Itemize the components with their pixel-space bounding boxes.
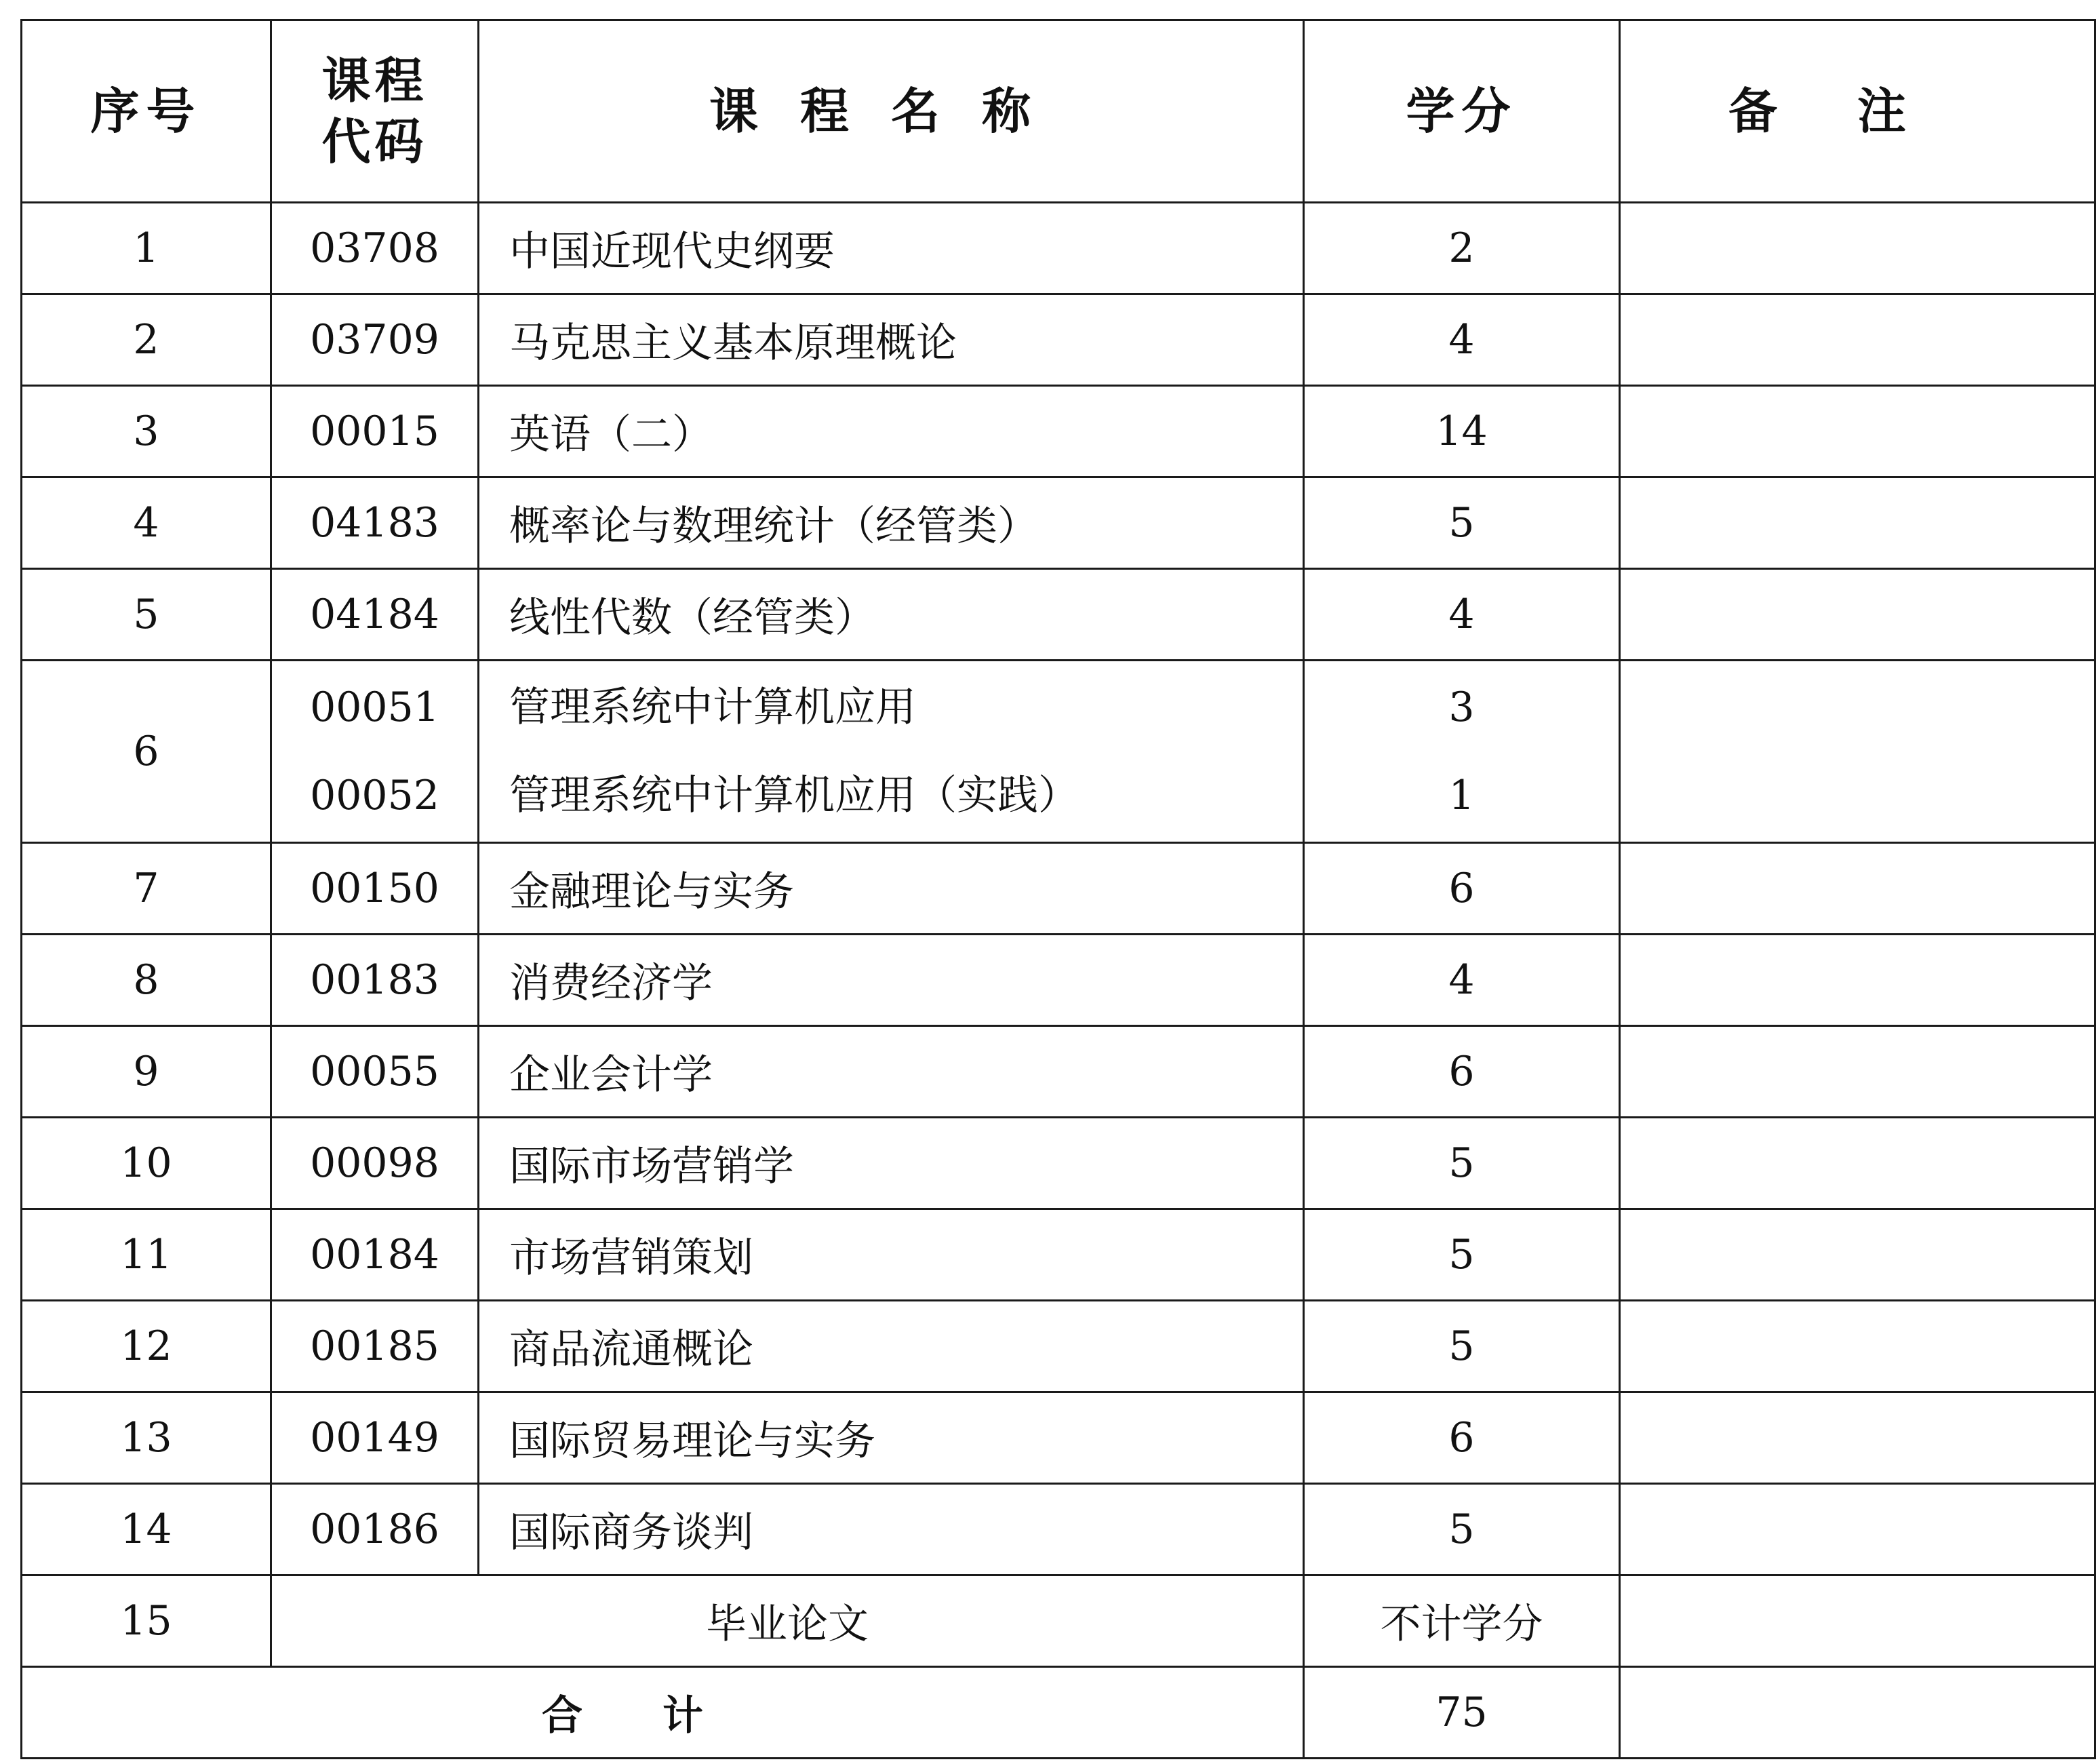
cell-code: 00183	[271, 935, 479, 1026]
cell-code: 00051	[310, 684, 439, 731]
cell-note	[1620, 1392, 2095, 1484]
cell-credits: 5	[1304, 1118, 1620, 1209]
cell-code: 00186	[271, 1484, 479, 1575]
cell-note	[1620, 1301, 2095, 1392]
cell-credits: 1	[1448, 772, 1475, 819]
cell-name: 国际市场营销学	[479, 1118, 1304, 1209]
course-plan-sheet	[20, 19, 2096, 1759]
cell-name: 国际商务谈判	[479, 1484, 1304, 1575]
cell-note	[1620, 1667, 2095, 1759]
cell-code-pair	[271, 661, 479, 843]
table-row	[22, 203, 2095, 294]
table-row	[22, 1118, 2095, 1209]
cell-index: 3	[22, 386, 271, 477]
cell-note	[1620, 569, 2095, 661]
cell-note	[1620, 477, 2095, 569]
cell-index: 15	[22, 1575, 271, 1667]
cell-code: 03708	[271, 203, 479, 294]
cell-code: 00150	[271, 843, 479, 935]
cell-index: 11	[22, 1209, 271, 1301]
cell-credits: 5	[1304, 1484, 1620, 1575]
cell-name: 马克思主义基本原理概论	[479, 294, 1304, 386]
header-code	[271, 20, 479, 203]
cell-note	[1620, 843, 2095, 935]
cell-name-pair	[479, 661, 1304, 843]
cell-credits: 4	[1304, 569, 1620, 661]
cell-index: 14	[22, 1484, 271, 1575]
table-row	[22, 477, 2095, 569]
cell-name: 商品流通概论	[479, 1301, 1304, 1392]
cell-note	[1620, 935, 2095, 1026]
header-credits: 学分	[1304, 20, 1620, 203]
header-code-line2: 代码	[321, 113, 428, 170]
header-row	[22, 20, 2095, 203]
cell-index: 12	[22, 1301, 271, 1392]
cell-index: 4	[22, 477, 271, 569]
table-row	[22, 1026, 2095, 1118]
cell-credits: 5	[1304, 1301, 1620, 1392]
cell-credits: 5	[1304, 1209, 1620, 1301]
cell-note	[1620, 1484, 2095, 1575]
cell-credits: 3	[1448, 684, 1475, 731]
thesis-name: 毕业论文	[271, 1575, 1304, 1667]
cell-note	[1620, 661, 2095, 843]
cell-note	[1620, 1118, 2095, 1209]
cell-name: 国际贸易理论与实务	[479, 1392, 1304, 1484]
total-row	[22, 1667, 2095, 1759]
header-note: 备注	[1620, 20, 2095, 203]
table-row-grouped	[22, 661, 2095, 843]
cell-note	[1620, 1575, 2095, 1667]
cell-index: 1	[22, 203, 271, 294]
cell-index: 10	[22, 1118, 271, 1209]
cell-index: 7	[22, 843, 271, 935]
table-row	[22, 843, 2095, 935]
table-row	[22, 1301, 2095, 1392]
cell-index: 9	[22, 1026, 271, 1118]
cell-name: 线性代数（经管类）	[479, 569, 1304, 661]
thesis-credits: 不计学分	[1304, 1575, 1620, 1667]
cell-note	[1620, 203, 2095, 294]
cell-code: 00185	[271, 1301, 479, 1392]
cell-name: 金融理论与实务	[479, 843, 1304, 935]
cell-credits: 6	[1304, 1392, 1620, 1484]
cell-code: 03709	[271, 294, 479, 386]
cell-credits-pair	[1304, 661, 1620, 843]
cell-code: 00055	[271, 1026, 479, 1118]
table-row	[22, 1209, 2095, 1301]
cell-name: 消费经济学	[479, 935, 1304, 1026]
table-row	[22, 935, 2095, 1026]
cell-note	[1620, 1209, 2095, 1301]
header-name: 课程名称	[479, 20, 1304, 203]
table-row	[22, 569, 2095, 661]
cell-code: 00149	[271, 1392, 479, 1484]
cell-code: 00052	[310, 772, 439, 819]
header-code-line1: 课程	[321, 52, 428, 109]
cell-note	[1620, 386, 2095, 477]
cell-code: 04183	[271, 477, 479, 569]
cell-credits: 14	[1304, 386, 1620, 477]
cell-credits: 5	[1304, 477, 1620, 569]
cell-credits: 6	[1304, 1026, 1620, 1118]
cell-name: 中国近现代史纲要	[479, 203, 1304, 294]
cell-name: 企业会计学	[479, 1026, 1304, 1118]
cell-index: 13	[22, 1392, 271, 1484]
cell-note	[1620, 294, 2095, 386]
cell-index: 5	[22, 569, 271, 661]
cell-credits: 2	[1304, 203, 1620, 294]
cell-name: 管理系统中计算机应用	[509, 684, 916, 731]
table-row	[22, 386, 2095, 477]
cell-credits: 4	[1304, 294, 1620, 386]
thesis-row	[22, 1575, 2095, 1667]
table-row	[22, 294, 2095, 386]
cell-credits: 4	[1304, 935, 1620, 1026]
cell-note	[1620, 1026, 2095, 1118]
header-index: 序号	[22, 20, 271, 203]
cell-name: 英语（二）	[479, 386, 1304, 477]
cell-index: 6	[22, 661, 271, 843]
total-label: 合计	[22, 1667, 1304, 1759]
cell-name: 管理系统中计算机应用（实践）	[509, 772, 1079, 819]
course-table	[20, 19, 2096, 1759]
cell-name: 概率论与数理统计（经管类）	[479, 477, 1304, 569]
table-row	[22, 1484, 2095, 1575]
cell-index: 8	[22, 935, 271, 1026]
total-credits: 75	[1304, 1667, 1620, 1759]
cell-code: 00184	[271, 1209, 479, 1301]
cell-credits: 6	[1304, 843, 1620, 935]
table-row	[22, 1392, 2095, 1484]
cell-code: 00015	[271, 386, 479, 477]
cell-index: 2	[22, 294, 271, 386]
cell-code: 00098	[271, 1118, 479, 1209]
cell-name: 市场营销策划	[479, 1209, 1304, 1301]
cell-code: 04184	[271, 569, 479, 661]
